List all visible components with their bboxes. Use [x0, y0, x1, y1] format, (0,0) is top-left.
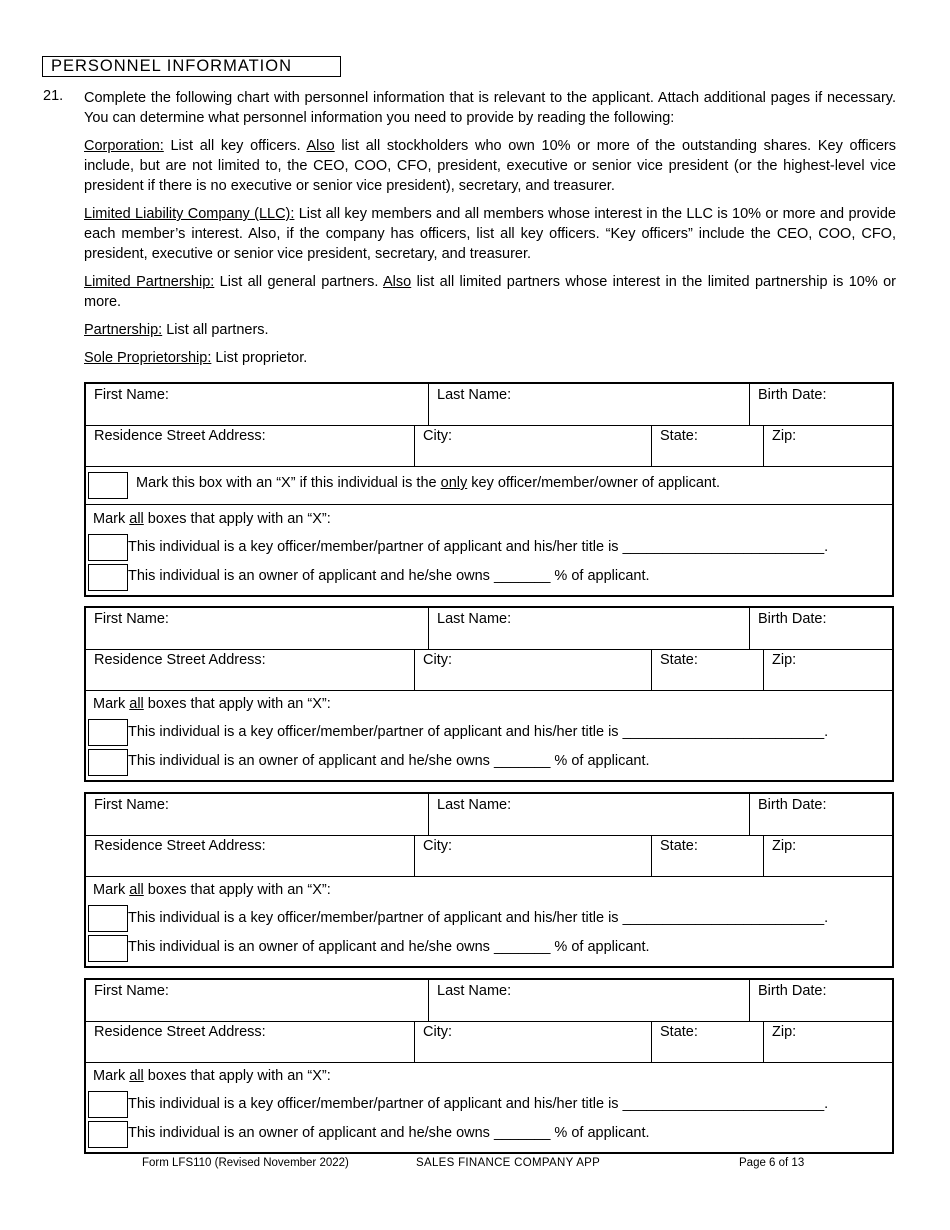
state-field[interactable]: State: [651, 425, 763, 466]
owner-checkbox[interactable] [88, 935, 128, 962]
city-field[interactable]: City: [414, 835, 651, 876]
entity-label: Limited Partnership: [84, 274, 215, 290]
section-title: PERSONNEL INFORMATION [42, 56, 341, 77]
address-row [86, 649, 892, 691]
entity-partnership: Partnership: List all partners. [84, 322, 269, 338]
name-row [86, 794, 892, 836]
owner-checkbox[interactable] [88, 749, 128, 776]
item-number: 21. [43, 88, 64, 104]
owner-label: This individual is an owner of applicant and he/she owns _______ % of applicant. [128, 753, 650, 769]
footer-form-name: SALES FINANCE COMPANY APP [416, 1157, 601, 1169]
owner-label: This individual is an owner of applicant and he/she owns _______ % of applicant. [128, 939, 650, 955]
personnel-block-2 [84, 606, 894, 782]
key-officer-label: This individual is a key officer/member/partner of applicant and his/her title is _________________________. [128, 539, 829, 555]
owner-checkbox[interactable] [88, 564, 128, 591]
address-row [86, 425, 892, 467]
key-officer-label: This individual is a key officer/member/partner of applicant and his/her title is _________________________. [128, 1096, 829, 1112]
key-officer-checkbox[interactable] [88, 534, 128, 561]
street-address-field[interactable]: Residence Street Address: [94, 1024, 266, 1040]
key-officer-label: This individual is a key officer/member/partner of applicant and his/her title is _________________________. [128, 724, 829, 740]
mark-all-label: Mark all boxes that apply with an “X”: [93, 882, 331, 898]
mark-all-label: Mark all boxes that apply with an “X”: [93, 511, 331, 527]
city-field[interactable]: City: [414, 1021, 651, 1062]
city-field[interactable]: City: [414, 425, 651, 466]
last-name-field[interactable]: Last Name: [428, 980, 749, 1021]
address-row [86, 835, 892, 877]
last-name-field[interactable]: Last Name: [428, 794, 749, 835]
first-name-field[interactable]: First Name: [94, 387, 169, 403]
entity-label: Sole Proprietorship: [84, 350, 212, 366]
owner-checkbox[interactable] [88, 1121, 128, 1148]
intro-text: Complete the following chart with personnel information that is relevant to the applicant. Attach additional pages if necessary. You can determine what personnel information you need to provide by reading the following: [84, 90, 896, 126]
birth-date-field[interactable]: Birth Date: [749, 980, 892, 1021]
only-officer-checkbox[interactable] [88, 472, 128, 499]
personnel-block-3 [84, 792, 894, 968]
personnel-block-4 [84, 978, 894, 1154]
entity-sole-proprietorship: Sole Proprietorship: List proprietor. [84, 350, 308, 366]
street-address-field[interactable]: Residence Street Address: [94, 652, 266, 668]
footer-form-id: Form LFS110 (Revised November 2022) [142, 1157, 349, 1169]
footer-page-number: Page 6 of 13 [739, 1157, 805, 1169]
street-address-field[interactable]: Residence Street Address: [94, 838, 266, 854]
entity-label: Limited Liability Company (LLC): [84, 206, 295, 222]
zip-field[interactable]: Zip: [763, 649, 892, 690]
key-officer-checkbox[interactable] [88, 719, 128, 746]
zip-field[interactable]: Zip: [763, 835, 892, 876]
state-field[interactable]: State: [651, 649, 763, 690]
first-name-field[interactable]: First Name: [94, 983, 169, 999]
name-row [86, 980, 892, 1022]
mark-all-label: Mark all boxes that apply with an “X”: [93, 696, 331, 712]
only-officer-row [86, 466, 892, 505]
entity-label: Partnership: [84, 322, 163, 338]
last-name-field[interactable]: Last Name: [428, 384, 749, 425]
last-name-field[interactable]: Last Name: [428, 608, 749, 649]
state-field[interactable]: State: [651, 1021, 763, 1062]
city-field[interactable]: City: [414, 649, 651, 690]
address-row [86, 1021, 892, 1063]
entity-label: Corporation: [84, 138, 164, 154]
street-address-field[interactable]: Residence Street Address: [94, 428, 266, 444]
entity-limited-partnership: Limited Partnership: List all general partners. Also list all limited partners whose interest in the limited partnership is 10% or more. [84, 274, 896, 310]
first-name-field[interactable]: First Name: [94, 611, 169, 627]
owner-label: This individual is an owner of applicant and he/she owns _______ % of applicant. [128, 1125, 650, 1141]
first-name-field[interactable]: First Name: [94, 797, 169, 813]
birth-date-field[interactable]: Birth Date: [749, 384, 892, 425]
personnel-block-1 [84, 382, 894, 597]
zip-field[interactable]: Zip: [763, 425, 892, 466]
name-row [86, 384, 892, 426]
key-officer-label: This individual is a key officer/member/partner of applicant and his/her title is _________________________. [128, 910, 829, 926]
name-row [86, 608, 892, 650]
entity-llc: Limited Liability Company (LLC): List all key members and all members whose interest in the LLC is 10% or more and provide each member’s interest. Also, if the company has officers, list all key officers. “Key officers” include the CEO, COO, CFO, president, executive or senior vice president, secretary, and treasurer. [84, 206, 896, 262]
state-field[interactable]: State: [651, 835, 763, 876]
mark-all-label: Mark all boxes that apply with an “X”: [93, 1068, 331, 1084]
birth-date-field[interactable]: Birth Date: [749, 794, 892, 835]
only-officer-label: Mark this box with an “X” if this individual is the only key officer/member/owner of applicant. [136, 475, 721, 491]
key-officer-checkbox[interactable] [88, 1091, 128, 1118]
owner-label: This individual is an owner of applicant and he/she owns _______ % of applicant. [128, 568, 650, 584]
zip-field[interactable]: Zip: [763, 1021, 892, 1062]
entity-corporation: Corporation: List all key officers. Also list all stockholders who own 10% or more of the outstanding shares. Key officers include, but are not limited to, the CEO, COO, CFO, president, executive or senior vice president (or the highest-level vice president if there is no executive or senior vice president), secretary, and treasurer. [84, 138, 897, 194]
birth-date-field[interactable]: Birth Date: [749, 608, 892, 649]
key-officer-checkbox[interactable] [88, 905, 128, 932]
